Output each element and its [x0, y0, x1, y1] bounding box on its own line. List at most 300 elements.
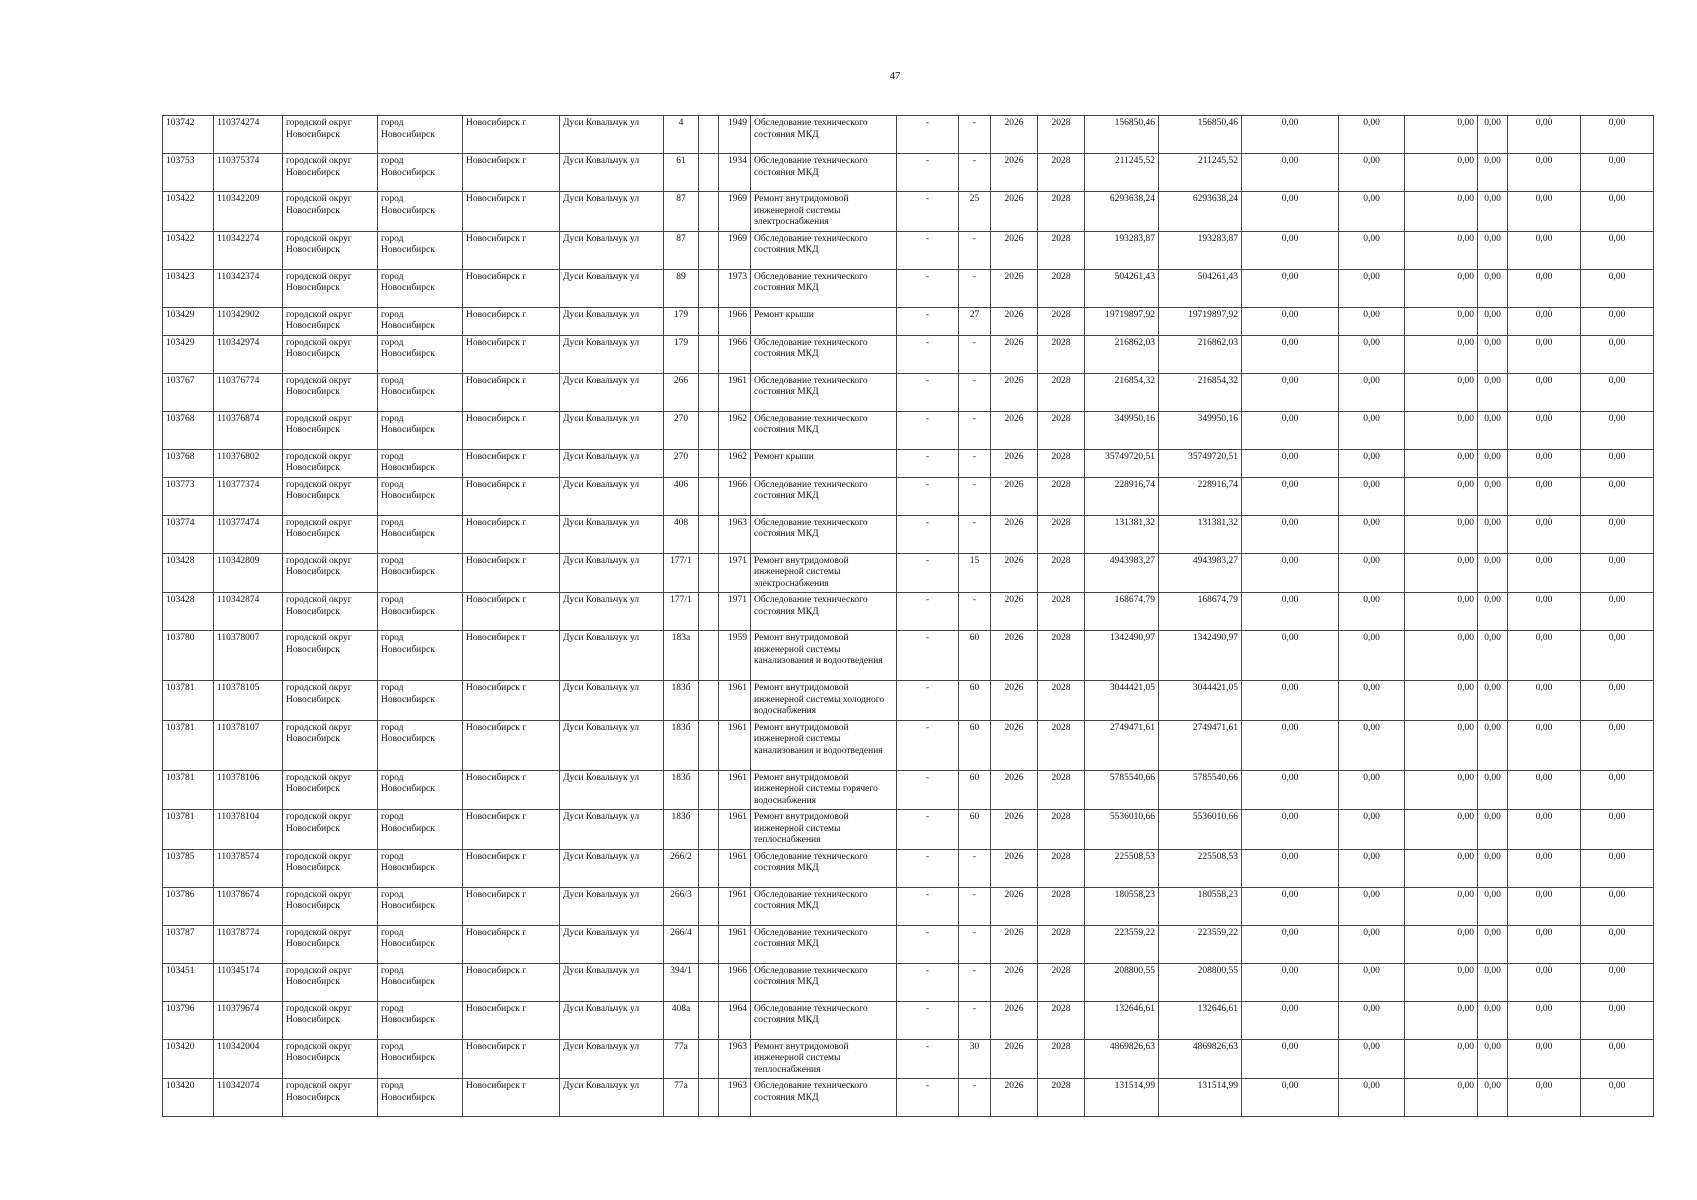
cell-building	[699, 849, 719, 887]
cell-end-year: 2028	[1038, 1001, 1085, 1039]
cell-amount-1: 0,00	[1242, 373, 1339, 411]
cell-cost-total: 504261,43	[1085, 269, 1159, 307]
cell-amount-5: 0,00	[1508, 307, 1581, 335]
cell-cost-total: 6293638,24	[1085, 192, 1159, 232]
table-row	[163, 681, 1654, 721]
cell-work-id: 110377374	[214, 477, 283, 515]
cell-amount-2: 0,00	[1339, 963, 1405, 1001]
cell-amount-6: 0,00	[1581, 849, 1654, 887]
cell-building	[699, 477, 719, 515]
cell-street: Дуси Ковальчук ул	[560, 116, 664, 154]
cell-object-id: 103422	[163, 231, 214, 269]
cell-value-a: -	[897, 593, 959, 631]
cell-amount-4: 0,00	[1478, 925, 1508, 963]
cell-house-number: 394/1	[664, 963, 699, 1001]
cell-cost-fund: 225508,53	[1159, 849, 1242, 887]
table-row	[163, 477, 1654, 515]
cell-value-a: -	[897, 335, 959, 373]
cell-amount-3: 0,00	[1405, 593, 1478, 631]
cell-object-id: 103773	[163, 477, 214, 515]
cell-work-type: Ремонт внутридомовой инженерной системы электроснабжения	[751, 553, 897, 593]
cell-object-id: 103768	[163, 449, 214, 477]
cell-municipal-district: городской округ Новосибирск	[283, 515, 378, 553]
cell-municipal-district: городской округ Новосибирск	[283, 269, 378, 307]
cell-amount-1: 0,00	[1242, 515, 1339, 553]
cell-locality: Новосибирск г	[463, 116, 560, 154]
cell-settlement: город Новосибирск	[378, 553, 463, 593]
cell-building	[699, 373, 719, 411]
cell-amount-4: 0,00	[1478, 720, 1508, 770]
cell-house-number: 61	[664, 154, 699, 192]
cell-start-year: 2026	[991, 887, 1038, 925]
cell-year-built: 1963	[719, 515, 751, 553]
cell-amount-6: 0,00	[1581, 720, 1654, 770]
cell-locality: Новосибирск г	[463, 154, 560, 192]
cell-year-built: 1969	[719, 192, 751, 232]
cell-amount-1: 0,00	[1242, 553, 1339, 593]
table-row	[163, 307, 1654, 335]
cell-amount-1: 0,00	[1242, 449, 1339, 477]
cell-amount-5: 0,00	[1508, 154, 1581, 192]
cell-cost-fund: 131514,99	[1159, 1079, 1242, 1117]
cell-street: Дуси Ковальчук ул	[560, 477, 664, 515]
cell-cost-total: 131381,32	[1085, 515, 1159, 553]
cell-value-a: -	[897, 770, 959, 810]
cell-municipal-district: городской округ Новосибирск	[283, 770, 378, 810]
cell-year-built: 1961	[719, 849, 751, 887]
cell-locality: Новосибирск г	[463, 307, 560, 335]
cell-amount-6: 0,00	[1581, 154, 1654, 192]
cell-work-id: 110377474	[214, 515, 283, 553]
cell-amount-1: 0,00	[1242, 925, 1339, 963]
cell-work-id: 110374274	[214, 116, 283, 154]
cell-amount-3: 0,00	[1405, 770, 1478, 810]
cell-municipal-district: городской округ Новосибирск	[283, 477, 378, 515]
cell-municipal-district: городской округ Новосибирск	[283, 335, 378, 373]
cell-building	[699, 681, 719, 721]
cell-work-id: 110378105	[214, 681, 283, 721]
cell-municipal-district: городской округ Новосибирск	[283, 373, 378, 411]
cell-settlement: город Новосибирск	[378, 925, 463, 963]
cell-building	[699, 720, 719, 770]
cell-building	[699, 593, 719, 631]
cell-building	[699, 631, 719, 681]
cell-amount-6: 0,00	[1581, 192, 1654, 232]
cell-building	[699, 1039, 719, 1079]
cell-amount-5: 0,00	[1508, 1001, 1581, 1039]
cell-locality: Новосибирск г	[463, 1039, 560, 1079]
cell-amount-1: 0,00	[1242, 269, 1339, 307]
cell-municipal-district: городской округ Новосибирск	[283, 887, 378, 925]
cell-amount-2: 0,00	[1339, 477, 1405, 515]
cell-start-year: 2026	[991, 681, 1038, 721]
cell-start-year: 2026	[991, 593, 1038, 631]
cell-building	[699, 116, 719, 154]
cell-amount-6: 0,00	[1581, 1039, 1654, 1079]
cell-cost-fund: 131381,32	[1159, 515, 1242, 553]
cell-work-type: Обследование технического состояния МКД	[751, 593, 897, 631]
cell-work-id: 110342902	[214, 307, 283, 335]
cell-municipal-district: городской округ Новосибирск	[283, 154, 378, 192]
cell-object-id: 103774	[163, 515, 214, 553]
cell-object-id: 103423	[163, 269, 214, 307]
cell-house-number: 77а	[664, 1079, 699, 1117]
cell-municipal-district: городской округ Новосибирск	[283, 1079, 378, 1117]
cell-value-b: 25	[959, 192, 991, 232]
cell-value-a: -	[897, 515, 959, 553]
cell-work-type: Обследование технического состояния МКД	[751, 154, 897, 192]
cell-amount-4: 0,00	[1478, 770, 1508, 810]
cell-house-number: 177/1	[664, 553, 699, 593]
cell-cost-total: 4943983,27	[1085, 553, 1159, 593]
cell-amount-6: 0,00	[1581, 770, 1654, 810]
cell-street: Дуси Ковальчук ул	[560, 231, 664, 269]
cell-settlement: город Новосибирск	[378, 116, 463, 154]
cell-municipal-district: городской округ Новосибирск	[283, 810, 378, 850]
cell-value-a: -	[897, 849, 959, 887]
cell-amount-4: 0,00	[1478, 515, 1508, 553]
cell-cost-total: 168674,79	[1085, 593, 1159, 631]
cell-building	[699, 810, 719, 850]
table-row	[163, 269, 1654, 307]
table-row	[163, 810, 1654, 850]
cell-amount-3: 0,00	[1405, 631, 1478, 681]
cell-start-year: 2026	[991, 720, 1038, 770]
cell-amount-6: 0,00	[1581, 593, 1654, 631]
cell-work-id: 110342809	[214, 553, 283, 593]
cell-end-year: 2028	[1038, 335, 1085, 373]
table-row	[163, 335, 1654, 373]
cell-work-id: 110379674	[214, 1001, 283, 1039]
cell-amount-6: 0,00	[1581, 231, 1654, 269]
cell-work-type: Ремонт крыши	[751, 307, 897, 335]
cell-amount-5: 0,00	[1508, 116, 1581, 154]
cell-settlement: город Новосибирск	[378, 307, 463, 335]
cell-amount-1: 0,00	[1242, 963, 1339, 1001]
cell-year-built: 1962	[719, 411, 751, 449]
cell-object-id: 103451	[163, 963, 214, 1001]
cell-locality: Новосибирск г	[463, 553, 560, 593]
cell-work-id: 110378774	[214, 925, 283, 963]
cell-locality: Новосибирск г	[463, 593, 560, 631]
cell-amount-2: 0,00	[1339, 631, 1405, 681]
cell-amount-4: 0,00	[1478, 887, 1508, 925]
cell-amount-4: 0,00	[1478, 335, 1508, 373]
cell-value-b: 60	[959, 720, 991, 770]
cell-cost-fund: 3044421,05	[1159, 681, 1242, 721]
cell-amount-6: 0,00	[1581, 373, 1654, 411]
table-row	[163, 515, 1654, 553]
cell-cost-total: 131514,99	[1085, 1079, 1159, 1117]
cell-amount-1: 0,00	[1242, 477, 1339, 515]
cell-house-number: 4	[664, 116, 699, 154]
cell-cost-total: 4869826,63	[1085, 1039, 1159, 1079]
cell-cost-total: 216862,03	[1085, 335, 1159, 373]
cell-amount-4: 0,00	[1478, 1079, 1508, 1117]
table-row	[163, 770, 1654, 810]
cell-year-built: 1959	[719, 631, 751, 681]
cell-street: Дуси Ковальчук ул	[560, 411, 664, 449]
cell-settlement: город Новосибирск	[378, 411, 463, 449]
cell-settlement: город Новосибирск	[378, 269, 463, 307]
cell-end-year: 2028	[1038, 887, 1085, 925]
cell-amount-6: 0,00	[1581, 963, 1654, 1001]
cell-value-b: -	[959, 335, 991, 373]
cell-cost-total: 5536010,66	[1085, 810, 1159, 850]
cell-amount-3: 0,00	[1405, 154, 1478, 192]
cell-amount-5: 0,00	[1508, 770, 1581, 810]
cell-building	[699, 231, 719, 269]
cell-amount-1: 0,00	[1242, 720, 1339, 770]
cell-end-year: 2028	[1038, 449, 1085, 477]
cell-street: Дуси Ковальчук ул	[560, 593, 664, 631]
cell-year-built: 1966	[719, 963, 751, 1001]
cell-start-year: 2026	[991, 1079, 1038, 1117]
cell-work-id: 110378107	[214, 720, 283, 770]
cell-end-year: 2028	[1038, 154, 1085, 192]
cell-amount-3: 0,00	[1405, 1001, 1478, 1039]
cell-amount-1: 0,00	[1242, 810, 1339, 850]
table-row	[163, 1001, 1654, 1039]
cell-amount-3: 0,00	[1405, 925, 1478, 963]
cell-amount-4: 0,00	[1478, 269, 1508, 307]
cell-amount-1: 0,00	[1242, 1039, 1339, 1079]
cell-work-type: Ремонт внутридомовой инженерной системы теплоснабжения	[751, 1039, 897, 1079]
cell-work-type: Обследование технического состояния МКД	[751, 411, 897, 449]
cell-settlement: город Новосибирск	[378, 192, 463, 232]
cell-amount-6: 0,00	[1581, 1079, 1654, 1117]
cell-cost-total: 216854,32	[1085, 373, 1159, 411]
cell-work-id: 110342874	[214, 593, 283, 631]
cell-amount-4: 0,00	[1478, 116, 1508, 154]
cell-value-b: -	[959, 154, 991, 192]
cell-work-type: Ремонт внутридомовой инженерной системы горячего водоснабжения	[751, 770, 897, 810]
cell-value-a: -	[897, 373, 959, 411]
cell-object-id: 103787	[163, 925, 214, 963]
cell-cost-fund: 4943983,27	[1159, 553, 1242, 593]
cell-house-number: 87	[664, 192, 699, 232]
cell-settlement: город Новосибирск	[378, 231, 463, 269]
cell-amount-6: 0,00	[1581, 477, 1654, 515]
cell-cost-total: 180558,23	[1085, 887, 1159, 925]
cell-amount-2: 0,00	[1339, 810, 1405, 850]
cell-amount-3: 0,00	[1405, 477, 1478, 515]
cell-locality: Новосибирск г	[463, 269, 560, 307]
cell-cost-fund: 1342490,97	[1159, 631, 1242, 681]
table-row	[163, 154, 1654, 192]
cell-building	[699, 1001, 719, 1039]
cell-amount-4: 0,00	[1478, 810, 1508, 850]
cell-object-id: 103781	[163, 720, 214, 770]
cell-cost-total: 193283,87	[1085, 231, 1159, 269]
cell-amount-3: 0,00	[1405, 515, 1478, 553]
cell-street: Дуси Ковальчук ул	[560, 1039, 664, 1079]
cell-cost-total: 223559,22	[1085, 925, 1159, 963]
cell-work-type: Обследование технического состояния МКД	[751, 231, 897, 269]
cell-amount-2: 0,00	[1339, 515, 1405, 553]
cell-amount-2: 0,00	[1339, 269, 1405, 307]
cell-year-built: 1973	[719, 269, 751, 307]
cell-value-b: -	[959, 593, 991, 631]
cell-municipal-district: городской округ Новосибирск	[283, 192, 378, 232]
cell-street: Дуси Ковальчук ул	[560, 720, 664, 770]
cell-year-built: 1963	[719, 1079, 751, 1117]
cell-amount-5: 0,00	[1508, 449, 1581, 477]
cell-amount-2: 0,00	[1339, 925, 1405, 963]
cell-amount-2: 0,00	[1339, 1001, 1405, 1039]
cell-street: Дуси Ковальчук ул	[560, 963, 664, 1001]
cell-object-id: 103742	[163, 116, 214, 154]
cell-object-id: 103429	[163, 307, 214, 335]
cell-cost-total: 1342490,97	[1085, 631, 1159, 681]
cell-amount-4: 0,00	[1478, 849, 1508, 887]
cell-cost-total: 211245,52	[1085, 154, 1159, 192]
cell-amount-1: 0,00	[1242, 1079, 1339, 1117]
cell-year-built: 1961	[719, 887, 751, 925]
cell-building	[699, 449, 719, 477]
cell-locality: Новосибирск г	[463, 192, 560, 232]
cell-year-built: 1963	[719, 1039, 751, 1079]
cell-settlement: город Новосибирск	[378, 963, 463, 1001]
cell-amount-4: 0,00	[1478, 231, 1508, 269]
cell-street: Дуси Ковальчук ул	[560, 307, 664, 335]
cell-house-number: 183а	[664, 631, 699, 681]
cell-settlement: город Новосибирск	[378, 373, 463, 411]
cell-object-id: 103786	[163, 887, 214, 925]
cell-municipal-district: городской округ Новосибирск	[283, 411, 378, 449]
cell-value-a: -	[897, 887, 959, 925]
cell-work-type: Обследование технического состояния МКД	[751, 1079, 897, 1117]
cell-cost-fund: 216854,32	[1159, 373, 1242, 411]
cell-street: Дуси Ковальчук ул	[560, 849, 664, 887]
cell-cost-fund: 132646,61	[1159, 1001, 1242, 1039]
cell-cost-fund: 211245,52	[1159, 154, 1242, 192]
cell-house-number: 408а	[664, 1001, 699, 1039]
cell-street: Дуси Ковальчук ул	[560, 810, 664, 850]
cell-object-id: 103785	[163, 849, 214, 887]
cell-start-year: 2026	[991, 411, 1038, 449]
table-row	[163, 925, 1654, 963]
page-number: 47	[889, 70, 901, 82]
cell-amount-2: 0,00	[1339, 373, 1405, 411]
cell-amount-5: 0,00	[1508, 515, 1581, 553]
cell-amount-6: 0,00	[1581, 411, 1654, 449]
cell-start-year: 2026	[991, 849, 1038, 887]
cell-cost-fund: 349950,16	[1159, 411, 1242, 449]
cell-value-b: -	[959, 116, 991, 154]
cell-end-year: 2028	[1038, 770, 1085, 810]
cell-amount-3: 0,00	[1405, 553, 1478, 593]
cell-year-built: 1964	[719, 1001, 751, 1039]
cell-amount-1: 0,00	[1242, 411, 1339, 449]
cell-work-id: 110378574	[214, 849, 283, 887]
cell-year-built: 1961	[719, 925, 751, 963]
cell-settlement: город Новосибирск	[378, 515, 463, 553]
cell-cost-total: 35749720,51	[1085, 449, 1159, 477]
cell-amount-1: 0,00	[1242, 631, 1339, 681]
cell-amount-2: 0,00	[1339, 1039, 1405, 1079]
cell-work-type: Обследование технического состояния МКД	[751, 477, 897, 515]
cell-locality: Новосибирск г	[463, 681, 560, 721]
cell-end-year: 2028	[1038, 593, 1085, 631]
cell-street: Дуси Ковальчук ул	[560, 373, 664, 411]
cell-municipal-district: городской округ Новосибирск	[283, 449, 378, 477]
cell-start-year: 2026	[991, 631, 1038, 681]
cell-cost-total: 5785540,66	[1085, 770, 1159, 810]
cell-work-id: 110376802	[214, 449, 283, 477]
cell-object-id: 103753	[163, 154, 214, 192]
cell-value-b: 60	[959, 681, 991, 721]
cell-amount-5: 0,00	[1508, 335, 1581, 373]
cell-work-type: Обследование технического состояния МКД	[751, 925, 897, 963]
cell-amount-1: 0,00	[1242, 770, 1339, 810]
cell-value-a: -	[897, 411, 959, 449]
cell-cost-fund: 156850,46	[1159, 116, 1242, 154]
cell-house-number: 270	[664, 411, 699, 449]
cell-year-built: 1961	[719, 720, 751, 770]
cell-amount-6: 0,00	[1581, 269, 1654, 307]
cell-work-id: 110378674	[214, 887, 283, 925]
cell-work-id: 110345174	[214, 963, 283, 1001]
cell-start-year: 2026	[991, 335, 1038, 373]
table-row	[163, 116, 1654, 154]
cell-settlement: город Новосибирск	[378, 1079, 463, 1117]
cell-amount-4: 0,00	[1478, 411, 1508, 449]
cell-locality: Новосибирск г	[463, 373, 560, 411]
cell-street: Дуси Ковальчук ул	[560, 887, 664, 925]
cell-object-id: 103780	[163, 631, 214, 681]
cell-house-number: 266/2	[664, 849, 699, 887]
cell-settlement: город Новосибирск	[378, 720, 463, 770]
table-row	[163, 849, 1654, 887]
cell-value-a: -	[897, 269, 959, 307]
cell-value-b: -	[959, 411, 991, 449]
cell-value-b: 27	[959, 307, 991, 335]
cell-settlement: город Новосибирск	[378, 887, 463, 925]
cell-municipal-district: городской округ Новосибирск	[283, 1001, 378, 1039]
cell-amount-5: 0,00	[1508, 810, 1581, 850]
cell-amount-3: 0,00	[1405, 269, 1478, 307]
cell-amount-6: 0,00	[1581, 681, 1654, 721]
cell-value-a: -	[897, 810, 959, 850]
cell-year-built: 1934	[719, 154, 751, 192]
cell-amount-3: 0,00	[1405, 373, 1478, 411]
cell-locality: Новосибирск г	[463, 720, 560, 770]
cell-start-year: 2026	[991, 1001, 1038, 1039]
cell-end-year: 2028	[1038, 631, 1085, 681]
cell-amount-4: 0,00	[1478, 307, 1508, 335]
cell-end-year: 2028	[1038, 307, 1085, 335]
cell-year-built: 1966	[719, 477, 751, 515]
cell-street: Дуси Ковальчук ул	[560, 681, 664, 721]
cell-end-year: 2028	[1038, 192, 1085, 232]
cell-value-b: 60	[959, 810, 991, 850]
cell-amount-3: 0,00	[1405, 449, 1478, 477]
cell-end-year: 2028	[1038, 269, 1085, 307]
cell-street: Дуси Ковальчук ул	[560, 925, 664, 963]
cell-locality: Новосибирск г	[463, 411, 560, 449]
cell-value-b: -	[959, 887, 991, 925]
cell-settlement: город Новосибирск	[378, 477, 463, 515]
cell-work-id: 110375374	[214, 154, 283, 192]
cell-end-year: 2028	[1038, 681, 1085, 721]
cell-cost-total: 2749471,61	[1085, 720, 1159, 770]
cell-cost-fund: 5785540,66	[1159, 770, 1242, 810]
cell-object-id: 103428	[163, 593, 214, 631]
cell-amount-2: 0,00	[1339, 720, 1405, 770]
cell-work-type: Ремонт внутридомовой инженерной системы канализования и водоотведения	[751, 720, 897, 770]
cell-amount-1: 0,00	[1242, 335, 1339, 373]
